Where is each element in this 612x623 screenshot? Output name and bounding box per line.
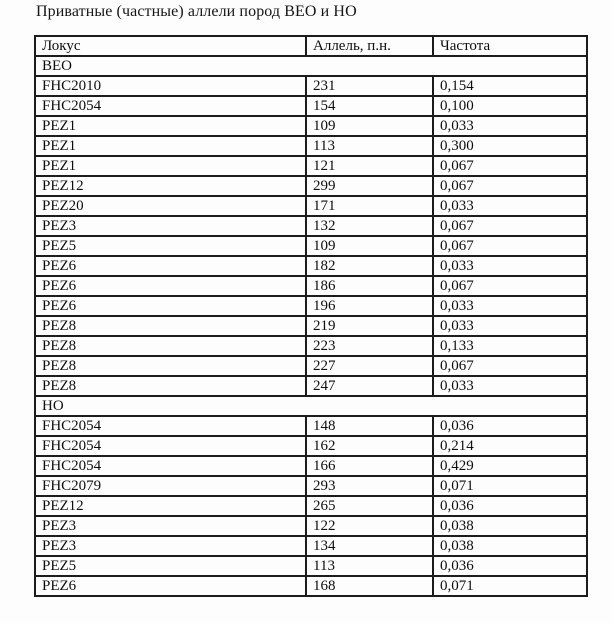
table-row	[35, 316, 587, 336]
frequency-cell: 0,429	[433, 456, 587, 476]
allele-cell: 113	[306, 556, 433, 576]
frequency-cell: 0,214	[433, 436, 587, 456]
frequency-cell: 0,038	[433, 516, 587, 536]
table-row	[35, 336, 587, 356]
frequency-cell: 0,033	[433, 296, 587, 316]
frequency-cell: 0,300	[433, 136, 587, 156]
allele-cell: 171	[306, 196, 433, 216]
frequency-cell: 0,154	[433, 76, 587, 96]
breed-section-row	[35, 396, 587, 416]
locus-cell: PEZ1	[35, 116, 306, 136]
table-row	[35, 416, 587, 436]
allele-cell: 109	[306, 116, 433, 136]
breed-section-row	[35, 56, 587, 76]
frequency-cell: 0,033	[433, 256, 587, 276]
frequency-cell: 0,067	[433, 176, 587, 196]
allele-cell: 121	[306, 156, 433, 176]
locus-cell: PEZ8	[35, 376, 306, 396]
allele-cell: 265	[306, 496, 433, 516]
table-row	[35, 476, 587, 496]
table-row	[35, 456, 587, 476]
allele-cell: 219	[306, 316, 433, 336]
allele-cell: 134	[306, 536, 433, 556]
allele-cell: 168	[306, 576, 433, 596]
allele-cell: 196	[306, 296, 433, 316]
locus-cell: FHC2054	[35, 96, 306, 116]
locus-cell: PEZ3	[35, 216, 306, 236]
locus-cell: PEZ6	[35, 276, 306, 296]
allele-cell: 166	[306, 456, 433, 476]
column-header-locus: Локус	[35, 36, 306, 56]
locus-cell: FHC2054	[35, 416, 306, 436]
frequency-cell: 0,067	[433, 156, 587, 176]
table-row	[35, 136, 587, 156]
allele-cell: 132	[306, 216, 433, 236]
locus-cell: PEZ1	[35, 136, 306, 156]
allele-cell: 231	[306, 76, 433, 96]
frequency-cell: 0,067	[433, 356, 587, 376]
frequency-cell: 0,036	[433, 416, 587, 436]
locus-cell: PEZ1	[35, 156, 306, 176]
table-row	[35, 496, 587, 516]
locus-cell: FHC2054	[35, 436, 306, 456]
table-row	[35, 576, 587, 596]
table-row	[35, 256, 587, 276]
locus-cell: PEZ5	[35, 556, 306, 576]
table-row	[35, 556, 587, 576]
table-row	[35, 76, 587, 96]
allele-cell: 182	[306, 256, 433, 276]
locus-cell: PEZ5	[35, 236, 306, 256]
frequency-cell: 0,036	[433, 496, 587, 516]
table-row	[35, 536, 587, 556]
column-header-frequency: Частота	[433, 36, 587, 56]
breed-section-label: ВЕО	[35, 56, 587, 76]
table-row	[35, 436, 587, 456]
table-row	[35, 216, 587, 236]
allele-cell: 227	[306, 356, 433, 376]
frequency-cell: 0,033	[433, 116, 587, 136]
table-row	[35, 276, 587, 296]
allele-cell: 223	[306, 336, 433, 356]
table-row	[35, 96, 587, 116]
frequency-cell: 0,067	[433, 236, 587, 256]
frequency-cell: 0,038	[433, 536, 587, 556]
locus-cell: PEZ8	[35, 356, 306, 376]
allele-cell: 186	[306, 276, 433, 296]
frequency-cell: 0,036	[433, 556, 587, 576]
alleles-table	[34, 35, 588, 597]
table-row	[35, 296, 587, 316]
locus-cell: PEZ6	[35, 576, 306, 596]
table-row	[35, 516, 587, 536]
allele-cell: 247	[306, 376, 433, 396]
allele-cell: 122	[306, 516, 433, 536]
table-row	[35, 236, 587, 256]
frequency-cell: 0,071	[433, 576, 587, 596]
allele-cell: 154	[306, 96, 433, 116]
locus-cell: PEZ8	[35, 336, 306, 356]
locus-cell: PEZ6	[35, 256, 306, 276]
frequency-cell: 0,067	[433, 276, 587, 296]
breed-section-label: НО	[35, 396, 587, 416]
locus-cell: PEZ6	[35, 296, 306, 316]
frequency-cell: 0,067	[433, 216, 587, 236]
frequency-cell: 0,033	[433, 316, 587, 336]
table-row	[35, 156, 587, 176]
page-title: Приватные (частные) аллели пород ВЕО и НО	[36, 3, 357, 20]
frequency-cell: 0,133	[433, 336, 587, 356]
allele-cell: 299	[306, 176, 433, 196]
table-row	[35, 176, 587, 196]
locus-cell: PEZ12	[35, 176, 306, 196]
column-header-allele-bp: Аллель, п.н.	[306, 36, 433, 56]
allele-cell: 109	[306, 236, 433, 256]
table-row	[35, 196, 587, 216]
frequency-cell: 0,033	[433, 376, 587, 396]
locus-cell: PEZ8	[35, 316, 306, 336]
table-body	[35, 56, 587, 596]
frequency-cell: 0,071	[433, 476, 587, 496]
locus-cell: PEZ3	[35, 536, 306, 556]
locus-cell: PEZ12	[35, 496, 306, 516]
table-row	[35, 376, 587, 396]
allele-cell: 113	[306, 136, 433, 156]
table-row	[35, 116, 587, 136]
locus-cell: PEZ3	[35, 516, 306, 536]
allele-cell: 162	[306, 436, 433, 456]
locus-cell: FHC2079	[35, 476, 306, 496]
frequency-cell: 0,033	[433, 196, 587, 216]
locus-cell: FHC2010	[35, 76, 306, 96]
table-header-row	[35, 36, 587, 56]
locus-cell: FHC2054	[35, 456, 306, 476]
locus-cell: PEZ20	[35, 196, 306, 216]
allele-cell: 148	[306, 416, 433, 436]
allele-cell: 293	[306, 476, 433, 496]
frequency-cell: 0,100	[433, 96, 587, 116]
table-row	[35, 356, 587, 376]
